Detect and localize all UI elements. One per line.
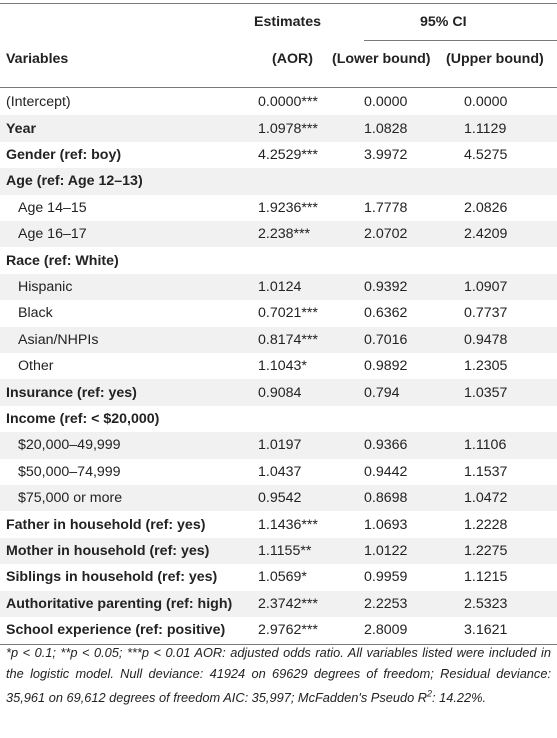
lower-bound-cell: 1.7778 — [364, 199, 408, 216]
table-row — [0, 274, 557, 300]
variable-cell: $50,000–74,999 — [18, 463, 121, 480]
variable-cell: Siblings in household (ref: yes) — [6, 569, 218, 586]
table-row — [0, 195, 557, 221]
lower-bound-cell: 0.7016 — [364, 331, 408, 348]
variable-cell: Black — [18, 305, 53, 322]
estimate-cell: 1.1436*** — [258, 516, 318, 533]
estimate-cell: 0.9542 — [258, 490, 302, 507]
estimate-cell: 1.1155** — [258, 542, 312, 559]
table-row — [0, 142, 557, 168]
lower-bound-cell: 0.9366 — [364, 437, 408, 454]
variable-cell: Asian/NHPIs — [18, 331, 99, 348]
variable-cell: Insurance (ref: yes) — [6, 384, 137, 401]
header-upper: (Upper bound) — [446, 51, 544, 67]
estimate-cell: 4.2529*** — [258, 146, 318, 163]
table-row — [0, 538, 557, 564]
table-row — [0, 617, 557, 643]
upper-bound-cell: 1.1537 — [464, 463, 508, 480]
table-row — [0, 591, 557, 617]
variable-cell: $20,000–49,999 — [18, 437, 121, 454]
estimate-cell: 0.9084 — [258, 384, 302, 401]
upper-bound-cell: 2.0826 — [464, 199, 508, 216]
table-row — [0, 511, 557, 537]
upper-bound-cell: 0.0000 — [464, 94, 508, 111]
variable-cell: (Intercept) — [6, 94, 71, 111]
estimate-cell: 1.0569* — [258, 569, 307, 586]
upper-bound-cell: 2.4209 — [464, 226, 508, 243]
footnote-text: *p < 0.1; **p < 0.05; ***p < 0.01 AOR: adjusted odds ratio. All variables listed were included in the logistic model. Null deviance: 41924 on 69629 degrees of freedom; Residual deviance: 35,961 on 69,612 degrees of freedom AIC: 35,997; McFadden's Pseudo $R^2$: 14.22%. — [6, 645, 551, 706]
table-row — [0, 564, 557, 590]
lower-bound-cell: 3.9972 — [364, 146, 408, 163]
header-bottom-rule — [0, 87, 557, 88]
upper-bound-cell: 1.1106 — [464, 437, 507, 454]
variable-cell: $75,000 or more — [18, 490, 123, 507]
upper-bound-cell: 1.1129 — [464, 120, 507, 137]
upper-bound-cell: 0.7737 — [464, 305, 508, 322]
variable-cell: Race (ref: White) — [6, 252, 119, 269]
lower-bound-cell: 0.6362 — [364, 305, 408, 322]
lower-bound-cell: 0.9442 — [364, 463, 408, 480]
variable-cell: School experience (ref: positive) — [6, 622, 226, 639]
table-row — [0, 247, 557, 273]
table-row — [0, 485, 557, 511]
estimate-cell: 0.8174*** — [258, 331, 318, 348]
table-row — [0, 300, 557, 326]
variable-cell: Age 16–17 — [18, 226, 87, 243]
lower-bound-cell: 0.794 — [364, 384, 400, 401]
table-row — [0, 168, 557, 194]
estimate-cell: 2.3742*** — [258, 595, 318, 612]
variable-cell: Age 14–15 — [18, 199, 87, 216]
upper-bound-cell: 3.1621 — [464, 622, 508, 639]
variable-cell: Gender (ref: boy) — [6, 146, 122, 163]
estimate-cell: 1.9236*** — [258, 199, 318, 216]
lower-bound-cell: 0.0000 — [364, 94, 408, 111]
header-estimates: Estimates — [254, 14, 322, 30]
variable-cell: Income (ref: < $20,000) — [6, 410, 160, 427]
upper-bound-cell: 0.9478 — [464, 331, 508, 348]
upper-bound-cell: 1.1215 — [464, 569, 508, 586]
estimate-cell: 1.0197 — [258, 437, 302, 454]
lower-bound-cell: 1.0693 — [364, 516, 408, 533]
header-aor: (AOR) — [272, 51, 313, 67]
lower-bound-cell: 0.9959 — [364, 569, 408, 586]
variable-cell: Age (ref: Age 12–13) — [6, 173, 143, 190]
lower-bound-cell: 2.2253 — [364, 595, 408, 612]
upper-bound-cell: 1.2275 — [464, 542, 508, 559]
upper-bound-cell: 4.5275 — [464, 146, 508, 163]
estimate-cell: 1.0978*** — [258, 120, 318, 137]
estimate-cell: 0.7021*** — [258, 305, 318, 322]
estimate-cell: 1.0437 — [258, 463, 302, 480]
ci-span-rule — [364, 40, 557, 41]
table-row — [0, 353, 557, 379]
lower-bound-cell: 1.0122 — [364, 542, 408, 559]
header-variables: Variables — [6, 51, 69, 67]
estimate-cell: 2.238*** — [258, 226, 311, 243]
table-row — [0, 432, 557, 458]
estimate-cell: 0.0000*** — [258, 94, 318, 111]
table-top-rule — [0, 3, 557, 4]
estimate-cell: 1.1043* — [258, 358, 307, 375]
table-row — [0, 89, 557, 115]
lower-bound-cell: 0.9392 — [364, 278, 408, 295]
upper-bound-cell: 1.2228 — [464, 516, 508, 533]
header-lower: (Lower bound) — [332, 51, 431, 67]
estimate-cell: 1.0124 — [258, 278, 302, 295]
table-row — [0, 459, 557, 485]
upper-bound-cell: 1.0357 — [464, 384, 508, 401]
table-row — [0, 379, 557, 405]
table-row — [0, 115, 557, 141]
table-row — [0, 327, 557, 353]
header-ci: 95% CI — [420, 14, 467, 30]
variable-cell: Father in household (ref: yes) — [6, 516, 206, 533]
variable-cell: Authoritative parenting (ref: high) — [6, 595, 233, 612]
upper-bound-cell: 1.0472 — [464, 490, 508, 507]
upper-bound-cell: 1.2305 — [464, 358, 508, 375]
lower-bound-cell: 0.8698 — [364, 490, 408, 507]
upper-bound-cell: 2.5323 — [464, 595, 508, 612]
variable-cell: Hispanic — [18, 278, 73, 295]
variable-cell: Other — [18, 358, 54, 375]
table-row — [0, 221, 557, 247]
variable-cell: Year — [6, 120, 36, 137]
table-row — [0, 406, 557, 432]
estimate-cell: 2.9762*** — [258, 622, 318, 639]
lower-bound-cell: 1.0828 — [364, 120, 408, 137]
table-footnote — [6, 643, 551, 709]
upper-bound-cell: 1.0907 — [464, 278, 508, 295]
lower-bound-cell: 0.9892 — [364, 358, 408, 375]
variable-cell: Mother in household (ref: yes) — [6, 542, 210, 559]
lower-bound-cell: 2.0702 — [364, 226, 408, 243]
lower-bound-cell: 2.8009 — [364, 622, 408, 639]
